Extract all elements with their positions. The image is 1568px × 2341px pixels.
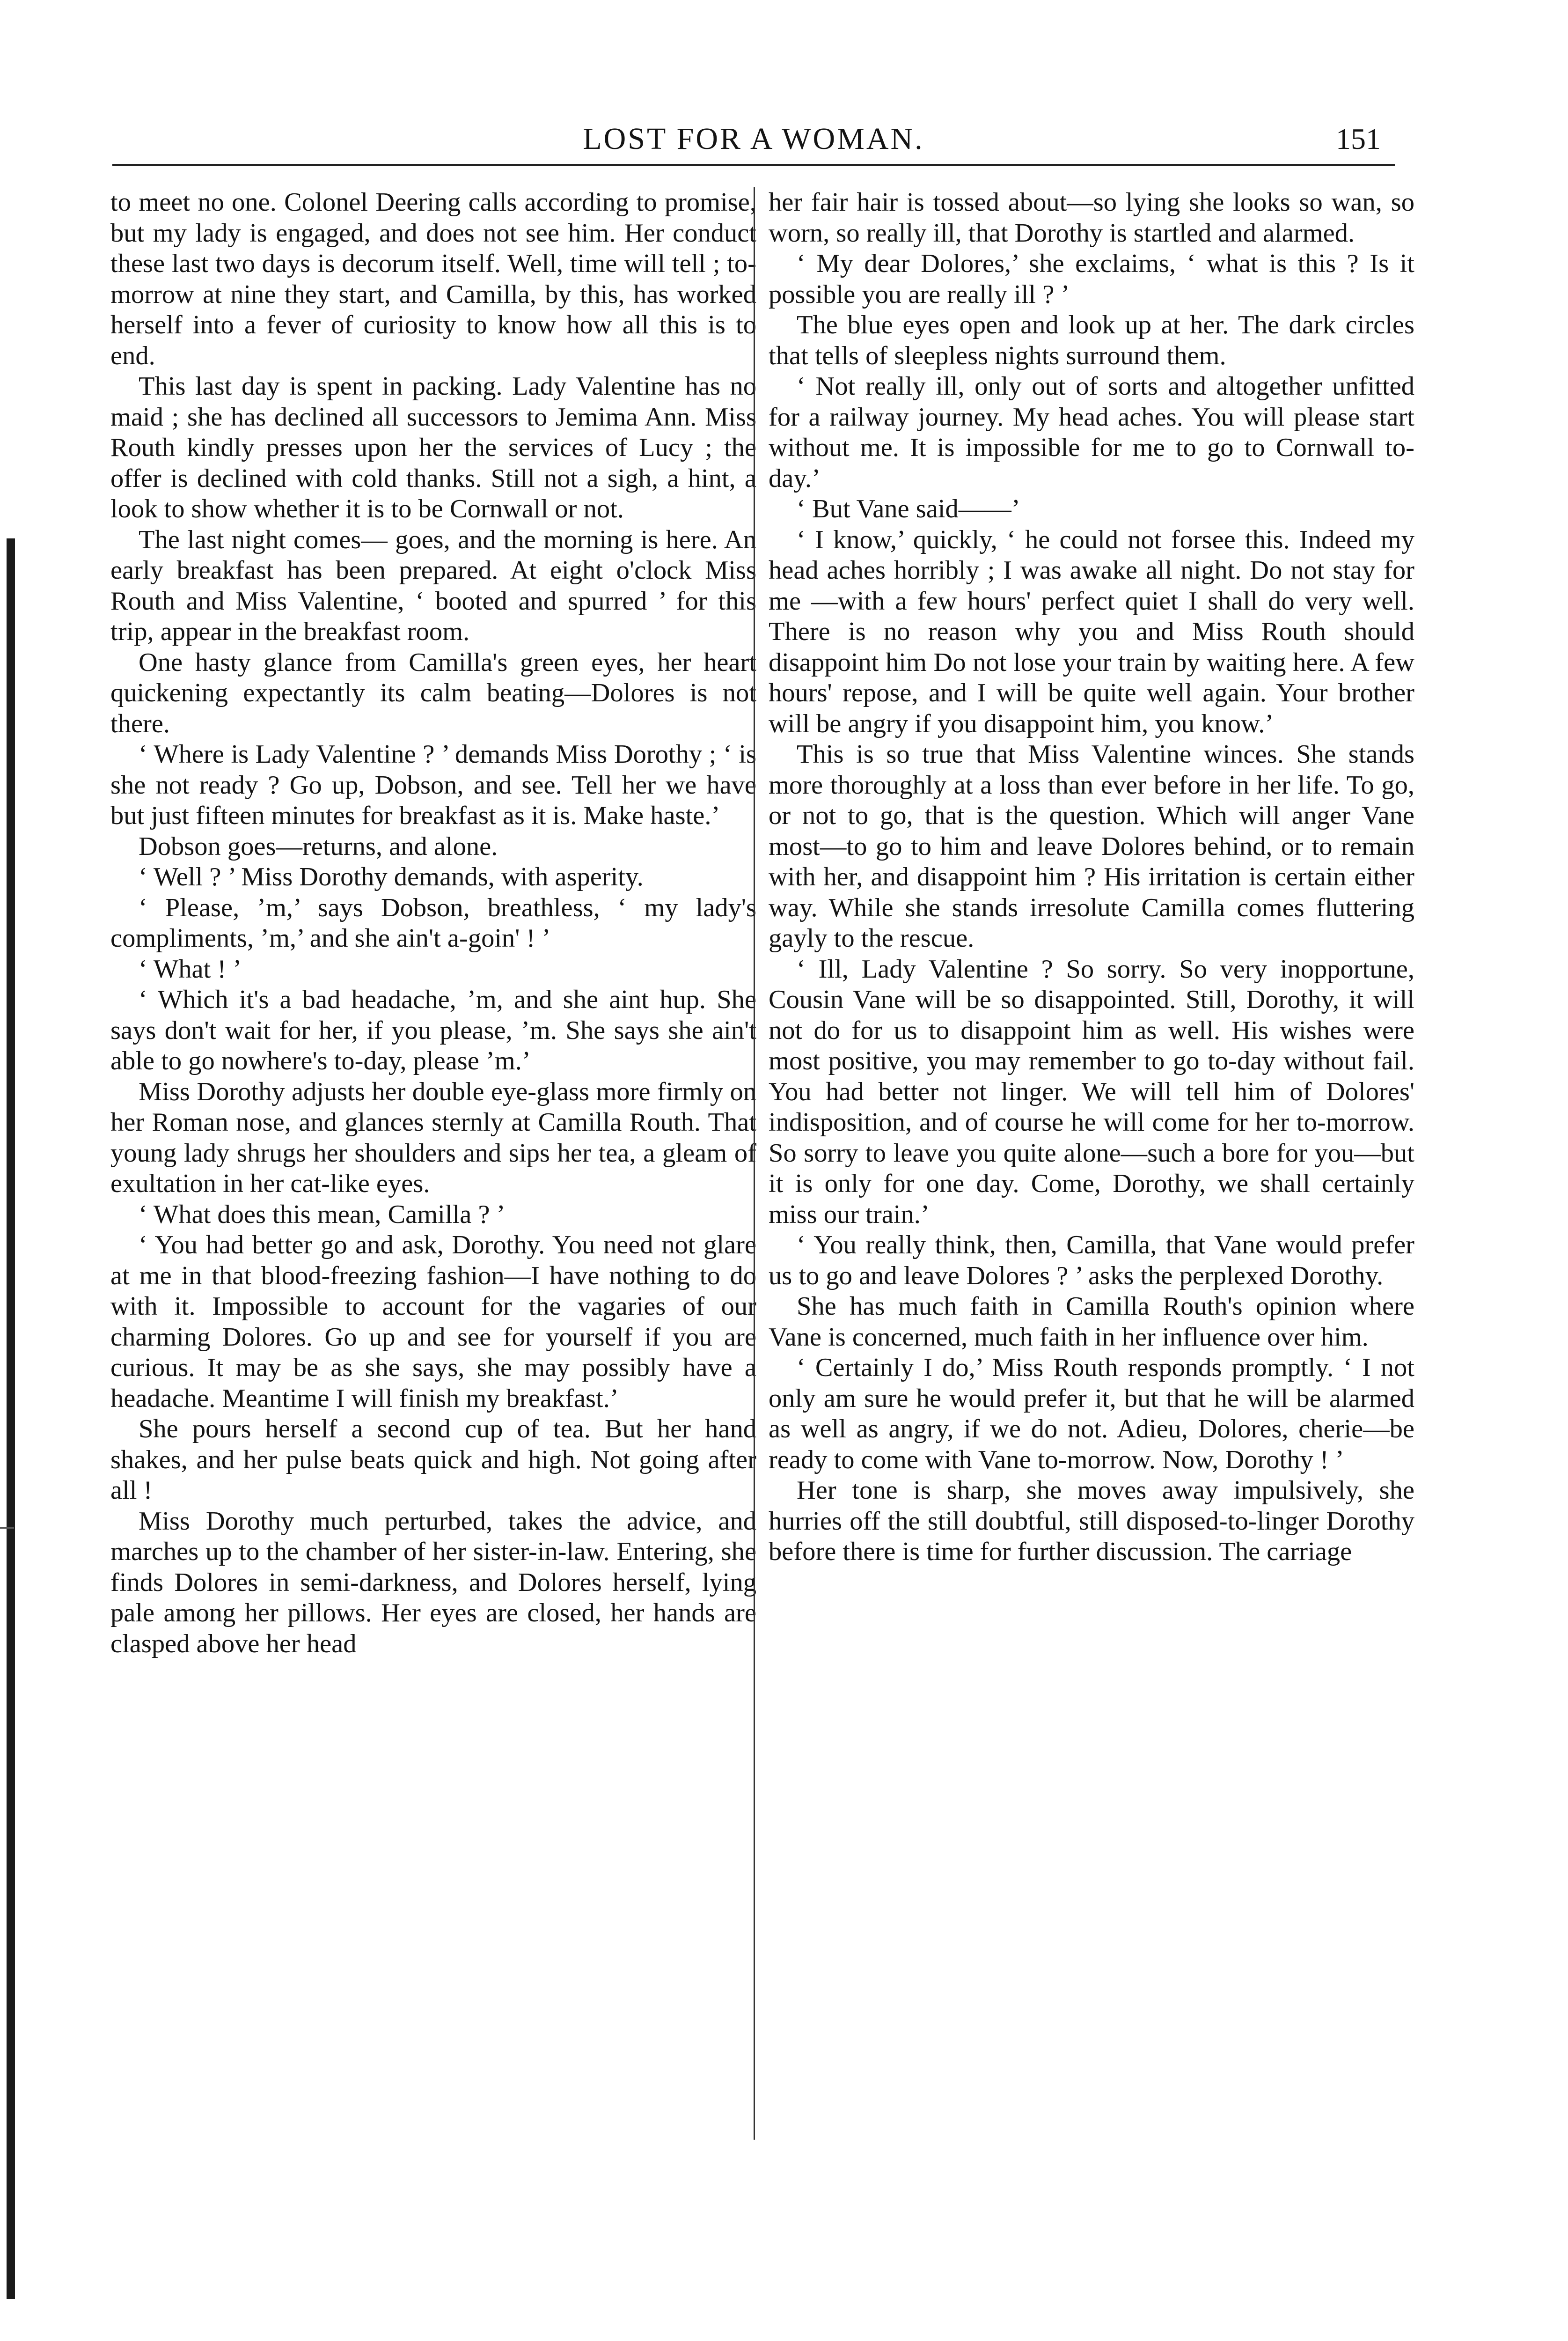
- left-column: [110, 187, 756, 2144]
- paragraph: ‘ Ill, Lady Valentine ? So sorry. So very inopportune, Cousin Vane will be so disappointed. Still, Dorothy, it will not do for us to disappoint him as well. His wishes were most positive, you may remember to go to-day without fail. You had better not linger. We will tell him of Dolores' indisposition, and of course he will come for her to-morrow. So sorry to leave you quite alone—such a bore for you—but it is only for one day. Come, Dorothy, we shall certainly miss our train.’: [769, 954, 1414, 1229]
- paragraph: The last night comes— goes, and the morning is here. An early breakfast has been prepared. At eight o'clock Miss Routh and Miss Valentine, ‘ booted and spurred ’ for this trip, appear in the breakfast room.: [110, 525, 756, 646]
- column-divider: [754, 187, 755, 2140]
- paragraph: her fair hair is tossed about—so lying she looks so wan, so worn, so really ill, that Dorothy is startled and alarmed.: [769, 188, 1414, 248]
- paragraph: ‘ Please, ’m,’ says Dobson, breathless, ‘ my lady's compliments, ’m,’ and she ain't a-goin' ! ’: [110, 893, 756, 953]
- paragraph: This is so true that Miss Valentine winces. She stands more thoroughly at a loss than ever before in her life. To go, or not to go, that is the question. Which will anger Vane most—to go to him and leave Dolores behind, or to remain with her, and disappoint him ? His irritation is certain either way. While she stands irresolute Camilla comes fluttering gayly to the rescue.: [769, 740, 1414, 953]
- paragraph: ‘ Well ? ’ Miss Dorothy demands, with asperity.: [139, 862, 644, 891]
- paragraph: Her tone is sharp, she moves away impulsively, she hurries off the still doubtful, still disposed-to-linger Dorothy before there is time for further discussion. The carriage: [769, 1476, 1414, 1566]
- paragraph: She pours herself a second cup of tea. But her hand shakes, and her pulse beats quick and high. Not going after all !: [110, 1414, 756, 1505]
- page-number: 151: [1336, 122, 1381, 155]
- paragraph: One hasty glance from Camilla's green eyes, her heart quickening expectantly its calm beating—Dolores is not there.: [110, 648, 756, 738]
- paragraph: to meet no one. Colonel Deering calls according to promise, but my lady is engaged, and does not see him. Her conduct these last two days is decorum itself. Well, time will tell ; to-morrow at nine they start, and Camilla, by this, has worked herself into a fever of curiosity to know how all this is to end.: [110, 188, 756, 370]
- paragraph: ‘ Certainly I do,’ Miss Routh responds promptly. ‘ I not only am sure he would prefer it, but that he will be alarmed as well as angry, if we do not. Adieu, Dolores, cherie—be ready to come with Vane to-morrow. Now, Dorothy ! ’: [769, 1353, 1414, 1474]
- right-column: [769, 187, 1414, 2144]
- margin-edge-mark: [0, 1527, 14, 1529]
- paragraph: Dobson goes—returns, and alone.: [139, 832, 498, 861]
- paragraph: ‘ My dear Dolores,’ she exclaims, ‘ what is this ? Is it possible you are really ill ? ’: [769, 249, 1414, 309]
- paragraph: She has much faith in Camilla Routh's opinion where Vane is concerned, much faith in her influence over him.: [769, 1292, 1414, 1352]
- paragraph: ‘ I know,’ quickly, ‘ he could not forsee this. Indeed my head aches horribly ; I was awake all night. Do not stay for me —with a few hours' perfect quiet I shall do very well. There is no reason why you and Miss Routh should disappoint him Do not lose your train by waiting here. A few hours' repose, and I will be quite well again. Your brother will be angry if you disappoint him, you know.’: [769, 525, 1414, 738]
- header-rule: [112, 164, 1395, 166]
- paragraph: ‘ Where is Lady Valentine ? ’ demands Miss Dorothy ; ‘ is she not ready ? Go up, Dobson, and see. Tell her we have but just fifteen minutes for breakfast as it is. Make haste.’: [110, 740, 756, 830]
- paragraph: ‘ Which it's a bad headache, ’m, and she aint hup. She says don't wait for her, if you please, ’m. She says she ain't able to go nowhere's to-day, please ’m.’: [110, 985, 756, 1075]
- binding-margin-bar: [7, 538, 15, 2299]
- paragraph: The blue eyes open and look up at her. The dark circles that tells of sleepless nights surround them.: [769, 310, 1414, 370]
- paragraph: This last day is spent in packing. Lady Valentine has no maid ; she has declined all successors to Jemima Ann. Miss Routh kindly presses upon her the services of Lucy ; the offer is declined with cold thanks. Still not a sigh, a hint, a look to show whether it is to be Cornwall or not.: [110, 372, 756, 523]
- paragraph: ‘ You really think, then, Camilla, that Vane would prefer us to go and leave Dolores ? ’ asks the perplexed Dorothy.: [769, 1230, 1414, 1290]
- paragraph: Miss Dorothy much perturbed, takes the advice, and marches up to the chamber of her sister-in-law. Entering, she finds Dolores in semi-darkness, and Dolores herself, lying pale among her pillows. Her eyes are closed, her hands are clasped above her head: [110, 1506, 756, 1658]
- paragraph: ‘ But Vane said——’: [797, 494, 1020, 523]
- paragraph: ‘ You had better go and ask, Dorothy. You need not glare at me in that blood-freezing fashion—I have nothing to do with it. Impossible to account for the vagaries of our charming Dolores. Go up and see for yourself if you are curious. It may be as she says, she may possibly have a headache. Meantime I will finish my breakfast.’: [110, 1230, 756, 1413]
- paragraph: ‘ What ! ’: [139, 954, 242, 984]
- paragraph: ‘ What does this mean, Camilla ? ’: [139, 1200, 506, 1229]
- paragraph: ‘ Not really ill, only out of sorts and altogether unfitted for a railway journey. My head aches. You will please start without me. It is impossible for me to go to Cornwall to-day.’: [769, 372, 1414, 493]
- paragraph: Miss Dorothy adjusts her double eye-glass more firmly on her Roman nose, and glances sternly at Camilla Routh. That young lady shrugs her shoulders and sips her tea, a gleam of exultation in her cat-like eyes.: [110, 1077, 756, 1198]
- running-title: LOST FOR A WOMAN.: [583, 122, 924, 156]
- running-head: [112, 118, 1395, 165]
